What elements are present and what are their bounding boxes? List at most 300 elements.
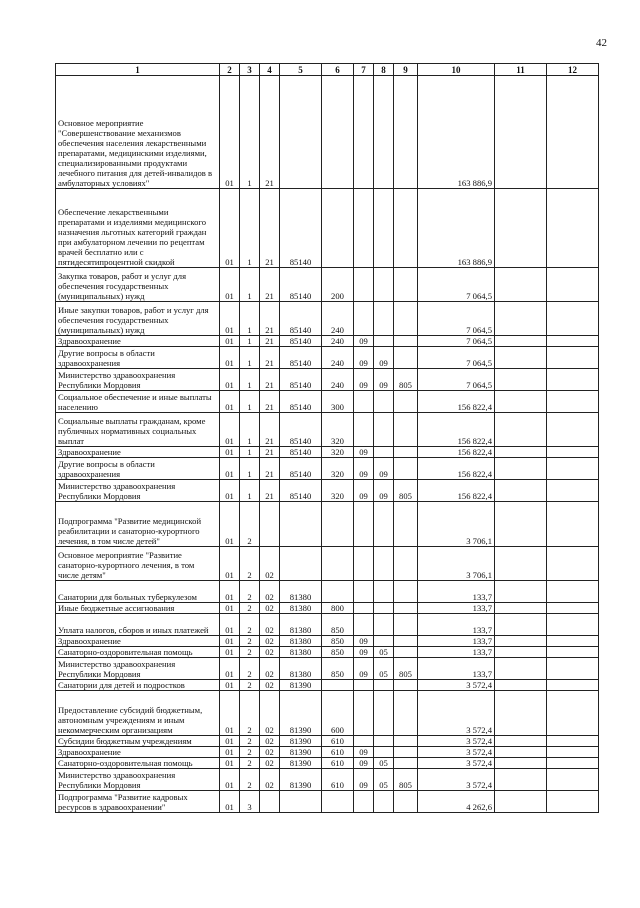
code-cell	[547, 76, 599, 189]
code-cell: 85140	[280, 268, 322, 302]
code-cell	[322, 189, 354, 268]
code-cell	[394, 189, 418, 268]
code-cell	[374, 76, 394, 189]
row-name-cell: Предоставление субсидий бюджетным, автономным учреждениям и иным некоммерческим организациям	[56, 691, 220, 736]
code-cell: 01	[220, 480, 240, 502]
amount-cell: 156 822,4	[418, 447, 495, 458]
code-cell: 200	[322, 268, 354, 302]
code-cell	[354, 76, 374, 189]
code-cell: 320	[322, 458, 354, 480]
code-cell: 2	[240, 747, 260, 758]
table-header	[56, 64, 599, 76]
code-cell	[495, 736, 547, 747]
code-cell: 01	[220, 614, 240, 636]
table-row	[56, 391, 599, 413]
code-cell: 02	[260, 680, 280, 691]
code-cell	[374, 502, 394, 547]
row-name-cell: Подпрограмма "Развитие медицинской реабилитации и санаторно-курортного лечения, в том числе детей"	[56, 502, 220, 547]
code-cell	[547, 547, 599, 581]
code-cell: 01	[220, 391, 240, 413]
row-name-cell: Министерство здравоохранения Республики Мордовия	[56, 769, 220, 791]
column-header-7: 7	[354, 64, 374, 76]
code-cell: 05	[374, 658, 394, 680]
code-cell: 85140	[280, 480, 322, 502]
code-cell	[260, 502, 280, 547]
code-cell	[374, 747, 394, 758]
row-name-cell: Субсидии бюджетным учреждениям	[56, 736, 220, 747]
code-cell	[495, 769, 547, 791]
code-cell: 240	[322, 369, 354, 391]
code-cell: 81390	[280, 680, 322, 691]
table-row	[56, 502, 599, 547]
table-row	[56, 302, 599, 336]
amount-cell: 3 572,4	[418, 747, 495, 758]
code-cell: 09	[354, 480, 374, 502]
code-cell	[394, 691, 418, 736]
table-row	[56, 336, 599, 347]
code-cell	[495, 691, 547, 736]
code-cell	[354, 547, 374, 581]
amount-cell: 4 262,6	[418, 791, 495, 813]
row-name-cell: Другие вопросы в области здравоохранения	[56, 347, 220, 369]
code-cell	[322, 76, 354, 189]
code-cell: 85140	[280, 413, 322, 447]
code-cell	[394, 347, 418, 369]
code-cell	[547, 758, 599, 769]
code-cell: 02	[260, 658, 280, 680]
code-cell	[394, 636, 418, 647]
code-cell	[547, 769, 599, 791]
code-cell: 81390	[280, 758, 322, 769]
code-cell: 01	[220, 791, 240, 813]
code-cell: 81380	[280, 658, 322, 680]
code-cell	[280, 502, 322, 547]
code-cell	[394, 647, 418, 658]
code-cell	[374, 189, 394, 268]
code-cell: 01	[220, 547, 240, 581]
code-cell: 01	[220, 336, 240, 347]
code-cell	[495, 502, 547, 547]
code-cell	[495, 747, 547, 758]
code-cell	[394, 547, 418, 581]
code-cell: 09	[374, 369, 394, 391]
code-cell	[374, 691, 394, 736]
code-cell	[547, 658, 599, 680]
row-name-cell: Иные закупки товаров, работ и услуг для обеспечения государственных (муниципальных) нужд	[56, 302, 220, 336]
code-cell: 610	[322, 758, 354, 769]
code-cell: 01	[220, 581, 240, 603]
code-cell	[394, 736, 418, 747]
code-cell	[547, 302, 599, 336]
code-cell	[495, 347, 547, 369]
code-cell: 02	[260, 647, 280, 658]
code-cell: 01	[220, 636, 240, 647]
code-cell	[547, 581, 599, 603]
row-name-cell: Социальное обеспечение и иные выплаты населению	[56, 391, 220, 413]
column-header-5: 5	[280, 64, 322, 76]
column-header-10: 10	[418, 64, 495, 76]
code-cell: 02	[260, 636, 280, 647]
table-row	[56, 76, 599, 189]
table-row	[56, 369, 599, 391]
code-cell: 02	[260, 603, 280, 614]
row-name-cell: Социальные выплаты гражданам, кроме публичных нормативных социальных выплат	[56, 413, 220, 447]
code-cell: 01	[220, 189, 240, 268]
code-cell	[374, 268, 394, 302]
amount-cell: 3 706,1	[418, 502, 495, 547]
code-cell: 09	[374, 480, 394, 502]
code-cell	[394, 458, 418, 480]
code-cell	[374, 614, 394, 636]
code-cell: 800	[322, 603, 354, 614]
code-cell: 02	[260, 758, 280, 769]
row-name-cell: Здравоохранение	[56, 636, 220, 647]
code-cell: 600	[322, 691, 354, 736]
code-cell	[495, 447, 547, 458]
row-name-cell: Санаторно-оздоровительная помощь	[56, 647, 220, 658]
code-cell: 21	[260, 391, 280, 413]
code-cell	[394, 614, 418, 636]
code-cell: 2	[240, 647, 260, 658]
code-cell	[547, 791, 599, 813]
column-header-6: 6	[322, 64, 354, 76]
code-cell: 85140	[280, 347, 322, 369]
table-row	[56, 547, 599, 581]
code-cell: 21	[260, 189, 280, 268]
amount-cell: 156 822,4	[418, 458, 495, 480]
code-cell: 240	[322, 302, 354, 336]
code-cell	[374, 302, 394, 336]
code-cell	[495, 647, 547, 658]
table-row	[56, 647, 599, 658]
table-row	[56, 458, 599, 480]
code-cell: 01	[220, 447, 240, 458]
code-cell: 01	[220, 769, 240, 791]
code-cell: 1	[240, 76, 260, 189]
code-cell	[495, 480, 547, 502]
code-cell: 21	[260, 76, 280, 189]
code-cell: 05	[374, 758, 394, 769]
amount-cell: 3 706,1	[418, 547, 495, 581]
code-cell: 1	[240, 268, 260, 302]
table-row	[56, 680, 599, 691]
code-cell: 01	[220, 758, 240, 769]
code-cell: 85140	[280, 458, 322, 480]
amount-cell: 7 064,5	[418, 336, 495, 347]
code-cell	[394, 302, 418, 336]
code-cell	[495, 680, 547, 691]
code-cell	[495, 636, 547, 647]
table-row	[56, 603, 599, 614]
code-cell	[394, 747, 418, 758]
amount-cell: 3 572,4	[418, 758, 495, 769]
code-cell: 2	[240, 636, 260, 647]
code-cell	[547, 447, 599, 458]
code-cell: 81380	[280, 647, 322, 658]
amount-cell: 156 822,4	[418, 391, 495, 413]
row-name-cell: Основное мероприятие "Совершенствование механизмов обеспечения населения лекарственными препаратами, медицинскими изделиями, специализированными продуктами лечебного питания для детей-инвалидов в амбулаторных условиях"	[56, 76, 220, 189]
code-cell	[547, 636, 599, 647]
code-cell: 85140	[280, 447, 322, 458]
row-name-cell: Подпрограмма "Развитие кадровых ресурсов в здравоохранении"	[56, 791, 220, 813]
table-row	[56, 614, 599, 636]
code-cell	[260, 791, 280, 813]
code-cell: 2	[240, 603, 260, 614]
code-cell: 2	[240, 547, 260, 581]
table-row	[56, 758, 599, 769]
code-cell	[374, 791, 394, 813]
table-row	[56, 268, 599, 302]
code-cell	[354, 603, 374, 614]
code-cell: 05	[374, 647, 394, 658]
code-cell: 21	[260, 458, 280, 480]
code-cell	[495, 302, 547, 336]
code-cell: 85140	[280, 391, 322, 413]
code-cell	[322, 791, 354, 813]
code-cell: 320	[322, 447, 354, 458]
code-cell	[394, 413, 418, 447]
code-cell	[394, 268, 418, 302]
code-cell	[374, 547, 394, 581]
code-cell	[322, 547, 354, 581]
code-cell: 09	[354, 758, 374, 769]
code-cell: 21	[260, 447, 280, 458]
code-cell	[547, 647, 599, 658]
amount-cell: 133,7	[418, 647, 495, 658]
code-cell: 02	[260, 547, 280, 581]
code-cell: 300	[322, 391, 354, 413]
code-cell	[374, 680, 394, 691]
code-cell: 85140	[280, 336, 322, 347]
code-cell	[394, 336, 418, 347]
code-cell: 21	[260, 413, 280, 447]
row-name-cell: Санатории для детей и подростков	[56, 680, 220, 691]
code-cell	[322, 581, 354, 603]
code-cell	[495, 758, 547, 769]
code-cell	[374, 413, 394, 447]
code-cell	[495, 791, 547, 813]
code-cell	[394, 603, 418, 614]
code-cell: 09	[354, 769, 374, 791]
code-cell	[354, 791, 374, 813]
code-cell	[547, 458, 599, 480]
code-cell: 21	[260, 480, 280, 502]
code-cell: 09	[354, 636, 374, 647]
code-cell: 610	[322, 747, 354, 758]
code-cell: 81380	[280, 603, 322, 614]
code-cell: 81390	[280, 747, 322, 758]
row-name-cell: Другие вопросы в области здравоохранения	[56, 458, 220, 480]
code-cell	[547, 413, 599, 447]
code-cell	[354, 614, 374, 636]
code-cell: 09	[354, 658, 374, 680]
code-cell: 05	[374, 769, 394, 791]
code-cell: 81380	[280, 636, 322, 647]
amount-cell: 3 572,4	[418, 736, 495, 747]
code-cell	[394, 581, 418, 603]
code-cell	[547, 369, 599, 391]
code-cell	[495, 268, 547, 302]
code-cell: 85140	[280, 189, 322, 268]
code-cell: 09	[354, 336, 374, 347]
code-cell	[495, 603, 547, 614]
code-cell	[495, 369, 547, 391]
code-cell: 09	[354, 369, 374, 391]
code-cell	[322, 502, 354, 547]
code-cell: 320	[322, 480, 354, 502]
code-cell: 3	[240, 791, 260, 813]
code-cell: 2	[240, 769, 260, 791]
amount-cell: 3 572,4	[418, 680, 495, 691]
code-cell	[374, 736, 394, 747]
code-cell: 81380	[280, 614, 322, 636]
row-name-cell: Министерство здравоохранения Республики Мордовия	[56, 658, 220, 680]
table-row	[56, 769, 599, 791]
code-cell	[394, 76, 418, 189]
code-cell: 09	[354, 458, 374, 480]
code-cell	[374, 391, 394, 413]
code-cell: 2	[240, 758, 260, 769]
code-cell	[547, 480, 599, 502]
row-name-cell: Санатории для больных туберкулезом	[56, 581, 220, 603]
code-cell: 1	[240, 302, 260, 336]
code-cell: 850	[322, 614, 354, 636]
code-cell	[394, 791, 418, 813]
amount-cell: 163 886,9	[418, 189, 495, 268]
code-cell: 1	[240, 347, 260, 369]
table-row	[56, 658, 599, 680]
amount-cell: 7 064,5	[418, 302, 495, 336]
code-cell: 1	[240, 413, 260, 447]
code-cell	[394, 758, 418, 769]
table-row	[56, 736, 599, 747]
code-cell: 02	[260, 614, 280, 636]
code-cell: 2	[240, 736, 260, 747]
code-cell	[394, 447, 418, 458]
code-cell: 81390	[280, 736, 322, 747]
table-row	[56, 413, 599, 447]
row-name-cell: Закупка товаров, работ и услуг для обеспечения государственных (муниципальных) нужд	[56, 268, 220, 302]
code-cell: 01	[220, 680, 240, 691]
row-name-cell: Министерство здравоохранения Республики Мордовия	[56, 369, 220, 391]
code-cell: 2	[240, 658, 260, 680]
code-cell: 02	[260, 691, 280, 736]
code-cell	[394, 680, 418, 691]
column-header-1: 1	[56, 64, 220, 76]
code-cell: 805	[394, 480, 418, 502]
code-cell	[354, 391, 374, 413]
amount-cell: 133,7	[418, 636, 495, 647]
code-cell: 02	[260, 769, 280, 791]
code-cell	[354, 302, 374, 336]
amount-cell: 156 822,4	[418, 413, 495, 447]
code-cell: 1	[240, 480, 260, 502]
table-row	[56, 480, 599, 502]
code-cell	[354, 581, 374, 603]
code-cell: 610	[322, 769, 354, 791]
code-cell	[495, 658, 547, 680]
code-cell: 01	[220, 603, 240, 614]
code-cell	[280, 76, 322, 189]
code-cell: 1	[240, 391, 260, 413]
code-cell: 01	[220, 369, 240, 391]
code-cell	[374, 603, 394, 614]
row-name-cell: Здравоохранение	[56, 747, 220, 758]
code-cell: 2	[240, 581, 260, 603]
code-cell: 21	[260, 302, 280, 336]
code-cell: 805	[394, 658, 418, 680]
code-cell: 81390	[280, 691, 322, 736]
row-name-cell: Уплата налогов, сборов и иных платежей	[56, 614, 220, 636]
code-cell	[374, 447, 394, 458]
code-cell: 01	[220, 502, 240, 547]
code-cell: 1	[240, 447, 260, 458]
code-cell	[354, 691, 374, 736]
amount-cell: 156 822,4	[418, 480, 495, 502]
amount-cell: 133,7	[418, 603, 495, 614]
page-number: 42	[596, 37, 607, 49]
amount-cell: 133,7	[418, 614, 495, 636]
code-cell	[547, 189, 599, 268]
code-cell	[354, 189, 374, 268]
code-cell: 805	[394, 769, 418, 791]
table-body	[56, 76, 599, 813]
code-cell	[547, 614, 599, 636]
code-cell: 09	[374, 458, 394, 480]
table-row	[56, 636, 599, 647]
code-cell: 1	[240, 336, 260, 347]
code-cell: 805	[394, 369, 418, 391]
code-cell: 21	[260, 347, 280, 369]
code-cell	[495, 391, 547, 413]
code-cell: 1	[240, 189, 260, 268]
table-row	[56, 791, 599, 813]
code-cell: 81390	[280, 769, 322, 791]
code-cell	[354, 268, 374, 302]
row-name-cell: Здравоохранение	[56, 336, 220, 347]
code-cell	[394, 391, 418, 413]
code-cell	[547, 347, 599, 369]
code-cell: 240	[322, 336, 354, 347]
row-name-cell: Здравоохранение	[56, 447, 220, 458]
code-cell	[495, 547, 547, 581]
code-cell	[495, 336, 547, 347]
code-cell: 09	[354, 447, 374, 458]
code-cell	[547, 391, 599, 413]
row-name-cell: Санаторно-оздоровительная помощь	[56, 758, 220, 769]
column-header-9: 9	[394, 64, 418, 76]
row-name-cell: Основное мероприятие "Развитие санаторно-курортного лечения, в том числе детям"	[56, 547, 220, 581]
code-cell	[322, 680, 354, 691]
code-cell	[547, 268, 599, 302]
code-cell: 610	[322, 736, 354, 747]
code-cell	[374, 581, 394, 603]
code-cell: 2	[240, 502, 260, 547]
code-cell: 2	[240, 691, 260, 736]
code-cell: 01	[220, 458, 240, 480]
code-cell: 85140	[280, 369, 322, 391]
code-cell	[280, 547, 322, 581]
code-cell: 85140	[280, 302, 322, 336]
code-cell: 01	[220, 747, 240, 758]
code-cell	[354, 680, 374, 691]
code-cell: 320	[322, 413, 354, 447]
code-cell: 21	[260, 336, 280, 347]
code-cell: 09	[354, 347, 374, 369]
code-cell	[547, 680, 599, 691]
code-cell: 01	[220, 736, 240, 747]
code-cell: 81380	[280, 581, 322, 603]
